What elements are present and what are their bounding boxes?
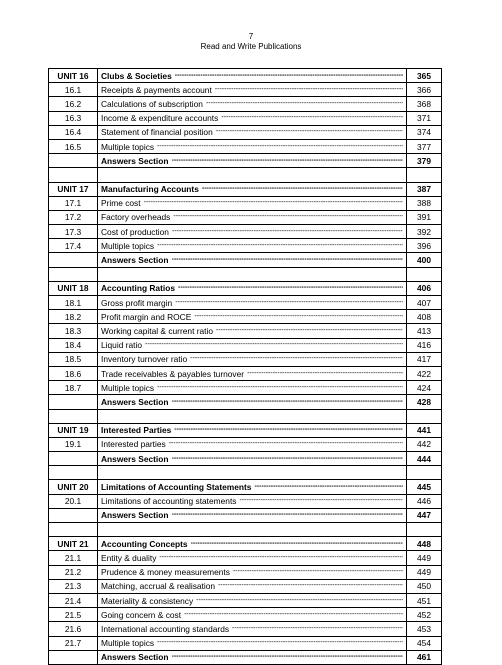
toc-item-row [49,139,442,153]
section-page: 417 [407,352,442,366]
unit-label: UNIT 21 [49,537,98,551]
section-number: 21.2 [49,565,98,579]
answers-page: 444 [407,452,442,466]
section-page: 368 [407,97,442,111]
answers-number-cell [49,452,98,466]
toc-item-row [49,324,442,338]
toc-item-row [49,622,442,636]
section-number: 20.1 [49,494,98,508]
toc-item-row [49,551,442,565]
toc-item-row [49,239,442,253]
dot-leader [194,312,403,322]
unit-title: Accounting Ratios [101,283,175,294]
toc-item-row [49,352,442,366]
unit-label: UNIT 18 [49,281,98,295]
section-title: Entity & duality [101,552,157,563]
page-header [0,32,502,52]
answers-page: 379 [407,154,442,168]
section-number: 21.6 [49,622,98,636]
section-number: 17.2 [49,210,98,224]
toc-item-row [49,310,442,324]
dot-leader [184,610,403,620]
section-number: 16.5 [49,139,98,153]
spacer-row [49,409,442,423]
unit-title-wrap [101,425,403,435]
dot-leader [172,397,404,407]
section-title: Prudence & money measurements [101,567,230,578]
unit-title: Limitations of Accounting Statements [101,482,252,493]
section-number: 18.2 [49,310,98,324]
section-title-wrap [101,241,403,251]
answers-title: Answers Section [101,255,169,266]
unit-title: Accounting Concepts [101,538,188,549]
toc-item-row [49,636,442,650]
answers-number-cell [49,154,98,168]
dot-leader [216,326,403,336]
unit-page: 406 [407,281,442,295]
toc-item-row [49,338,442,352]
unit-title: Clubs & Societies [101,70,172,81]
section-title: Income & expenditure accounts [101,113,219,124]
section-page: 416 [407,338,442,352]
section-title-wrap [101,624,403,634]
dot-leader [174,425,403,435]
section-page: 391 [407,210,442,224]
section-title-wrap [101,596,403,606]
answers-page: 400 [407,253,442,267]
unit-label: UNIT 20 [49,480,98,494]
answers-title-wrap [101,156,403,166]
page-number: 7 [248,32,254,41]
section-number: 16.4 [49,125,98,139]
section-page: 451 [407,593,442,607]
section-number: 16.3 [49,111,98,125]
section-title-wrap [101,198,403,208]
unit-page: 445 [407,480,442,494]
dot-leader [172,510,404,520]
toc-item-row [49,593,442,607]
unit-heading-row [49,423,442,437]
section-page: 446 [407,494,442,508]
section-title: Factory overheads [101,212,171,223]
section-page: 424 [407,381,442,395]
dot-leader [172,454,404,464]
section-page: 374 [407,125,442,139]
unit-page: 441 [407,423,442,437]
section-title-wrap [101,99,403,109]
unit-title-wrap [101,184,403,194]
section-page: 413 [407,324,442,338]
toc-item-row [49,83,442,97]
section-number: 21.5 [49,608,98,622]
toc-item-row [49,97,442,111]
section-page: 396 [407,239,442,253]
answers-page: 461 [407,650,442,664]
unit-label: UNIT 17 [49,182,98,196]
dot-leader [239,496,403,506]
answers-row [49,650,442,664]
answers-number-cell [49,253,98,267]
dot-leader [215,85,403,95]
answers-title-wrap [101,652,403,662]
section-page: 452 [407,608,442,622]
dot-leader [218,581,403,591]
spacer-row [49,168,442,182]
section-title: Materiality & consistency [101,595,194,606]
section-page: 371 [407,111,442,125]
dot-leader [172,227,403,237]
toc-item-row [49,579,442,593]
unit-heading-row [49,480,442,494]
unit-page: 387 [407,182,442,196]
dot-leader [196,596,403,606]
dot-leader [221,113,403,123]
section-title: Multiple topics [101,141,155,152]
dot-leader [172,156,404,166]
section-number: 18.4 [49,338,98,352]
answers-title-wrap [101,255,403,265]
section-title-wrap [101,439,403,449]
section-title: Calculations of subscription [101,98,203,109]
section-number: 18.7 [49,381,98,395]
section-title: Interested parties [101,439,166,450]
unit-title-wrap [101,482,403,492]
dot-leader [233,567,403,577]
spacer-row [49,267,442,281]
unit-title: Interested Parties [101,425,172,436]
answers-title: Answers Section [101,396,169,407]
dot-leader [145,340,403,350]
section-number: 18.1 [49,296,98,310]
section-title-wrap [101,496,403,506]
section-title-wrap [101,113,403,123]
answers-page: 447 [407,508,442,522]
section-page: 366 [407,83,442,97]
section-page: 377 [407,139,442,153]
unit-title: Manufacturing Accounts [101,184,199,195]
section-page: 442 [407,437,442,451]
section-number: 21.4 [49,593,98,607]
section-page: 407 [407,296,442,310]
dot-leader [159,553,403,563]
toc-item-row [49,296,442,310]
dot-leader [173,212,403,222]
toc-body [49,69,442,665]
section-title: Profit margin and ROCE [101,311,192,322]
section-title: Working capital & current ratio [101,325,214,336]
unit-heading-row [49,281,442,295]
section-title: Cost of production [101,226,169,237]
section-number: 16.2 [49,97,98,111]
dot-leader [190,354,403,364]
unit-title-wrap [101,283,403,293]
unit-label: UNIT 19 [49,423,98,437]
toc-item-row [49,494,442,508]
answers-number-cell [49,395,98,409]
unit-page: 448 [407,537,442,551]
section-number: 18.5 [49,352,98,366]
section-title-wrap [101,610,403,620]
answers-number-cell [49,650,98,664]
section-title-wrap [101,354,403,364]
dot-leader [191,539,403,549]
answers-title: Answers Section [101,453,169,464]
section-title-wrap [101,369,403,379]
toc-item-row [49,437,442,451]
section-title: Receipts & payments account [101,84,212,95]
dot-leader [175,71,403,81]
section-title-wrap [101,326,403,336]
section-title: Multiple topics [101,638,155,649]
dot-leader [157,241,403,251]
section-page: 454 [407,636,442,650]
section-title-wrap [101,553,403,563]
unit-label: UNIT 16 [49,69,98,83]
toc-item-row [49,381,442,395]
answers-row [49,154,442,168]
unit-heading-row [49,182,442,196]
dot-leader [216,127,403,137]
dot-leader [178,283,403,293]
unit-title-wrap [101,71,403,81]
table-of-contents [48,68,442,665]
section-title: Inventory turnover ratio [101,354,188,365]
section-title-wrap [101,85,403,95]
section-page: 422 [407,366,442,380]
dot-leader [172,652,404,662]
section-title-wrap [101,298,403,308]
dot-leader [202,184,403,194]
dot-leader [157,638,403,648]
unit-title-wrap [101,539,403,549]
answers-row [49,452,442,466]
section-page: 392 [407,225,442,239]
toc-item-row [49,111,442,125]
section-number: 21.1 [49,551,98,565]
dot-leader [172,255,404,265]
section-page: 453 [407,622,442,636]
section-page: 388 [407,196,442,210]
dot-leader [157,142,403,152]
section-number: 21.7 [49,636,98,650]
dot-leader [169,439,403,449]
answers-row [49,253,442,267]
toc-item-row [49,196,442,210]
section-title-wrap [101,212,403,222]
section-page: 449 [407,551,442,565]
section-title-wrap [101,142,403,152]
section-title-wrap [101,567,403,577]
section-title: Multiple topics [101,240,155,251]
section-page: 449 [407,565,442,579]
answers-title: Answers Section [101,652,169,663]
section-title: Liquid ratio [101,340,142,351]
dot-leader [254,482,403,492]
spacer-row [49,466,442,480]
answers-title: Answers Section [101,510,169,521]
section-number: 17.4 [49,239,98,253]
dot-leader [206,99,403,109]
dot-leader [144,198,403,208]
section-title: Limitations of accounting statements [101,496,237,507]
dot-leader [247,369,403,379]
toc-item-row [49,608,442,622]
section-number: 19.1 [49,437,98,451]
answers-page: 428 [407,395,442,409]
section-number: 18.3 [49,324,98,338]
section-title: International accounting standards [101,623,230,634]
section-number: 21.3 [49,579,98,593]
toc-item-row [49,366,442,380]
toc-item-row [49,225,442,239]
answers-title-wrap [101,397,403,407]
answers-title: Answers Section [101,155,169,166]
section-title-wrap [101,312,403,322]
section-title: Statement of financial position [101,127,213,138]
unit-heading-row [49,69,442,83]
answers-number-cell [49,508,98,522]
section-title-wrap [101,127,403,137]
section-title-wrap [101,340,403,350]
publisher-name: Read and Write Publications [200,42,302,51]
section-title: Multiple topics [101,382,155,393]
section-page: 450 [407,579,442,593]
toc-item-row [49,565,442,579]
section-title-wrap [101,383,403,393]
section-number: 17.1 [49,196,98,210]
section-number: 17.3 [49,225,98,239]
section-title: Gross profit margin [101,297,173,308]
answers-row [49,508,442,522]
section-page: 408 [407,310,442,324]
unit-page: 365 [407,69,442,83]
answers-title-wrap [101,510,403,520]
dot-leader [175,298,403,308]
toc-item-row [49,125,442,139]
section-title: Trade receivables & payables turnover [101,368,245,379]
section-title: Matching, accrual & realisation [101,581,216,592]
section-title-wrap [101,638,403,648]
toc-item-row [49,210,442,224]
section-title-wrap [101,581,403,591]
section-title-wrap [101,227,403,237]
section-title: Prime cost [101,198,141,209]
section-number: 16.1 [49,83,98,97]
dot-leader [157,383,403,393]
spacer-row [49,523,442,537]
answers-row [49,395,442,409]
unit-heading-row [49,537,442,551]
dot-leader [232,624,403,634]
section-title: Going concern & cost [101,609,182,620]
answers-title-wrap [101,454,403,464]
section-number: 18.6 [49,366,98,380]
